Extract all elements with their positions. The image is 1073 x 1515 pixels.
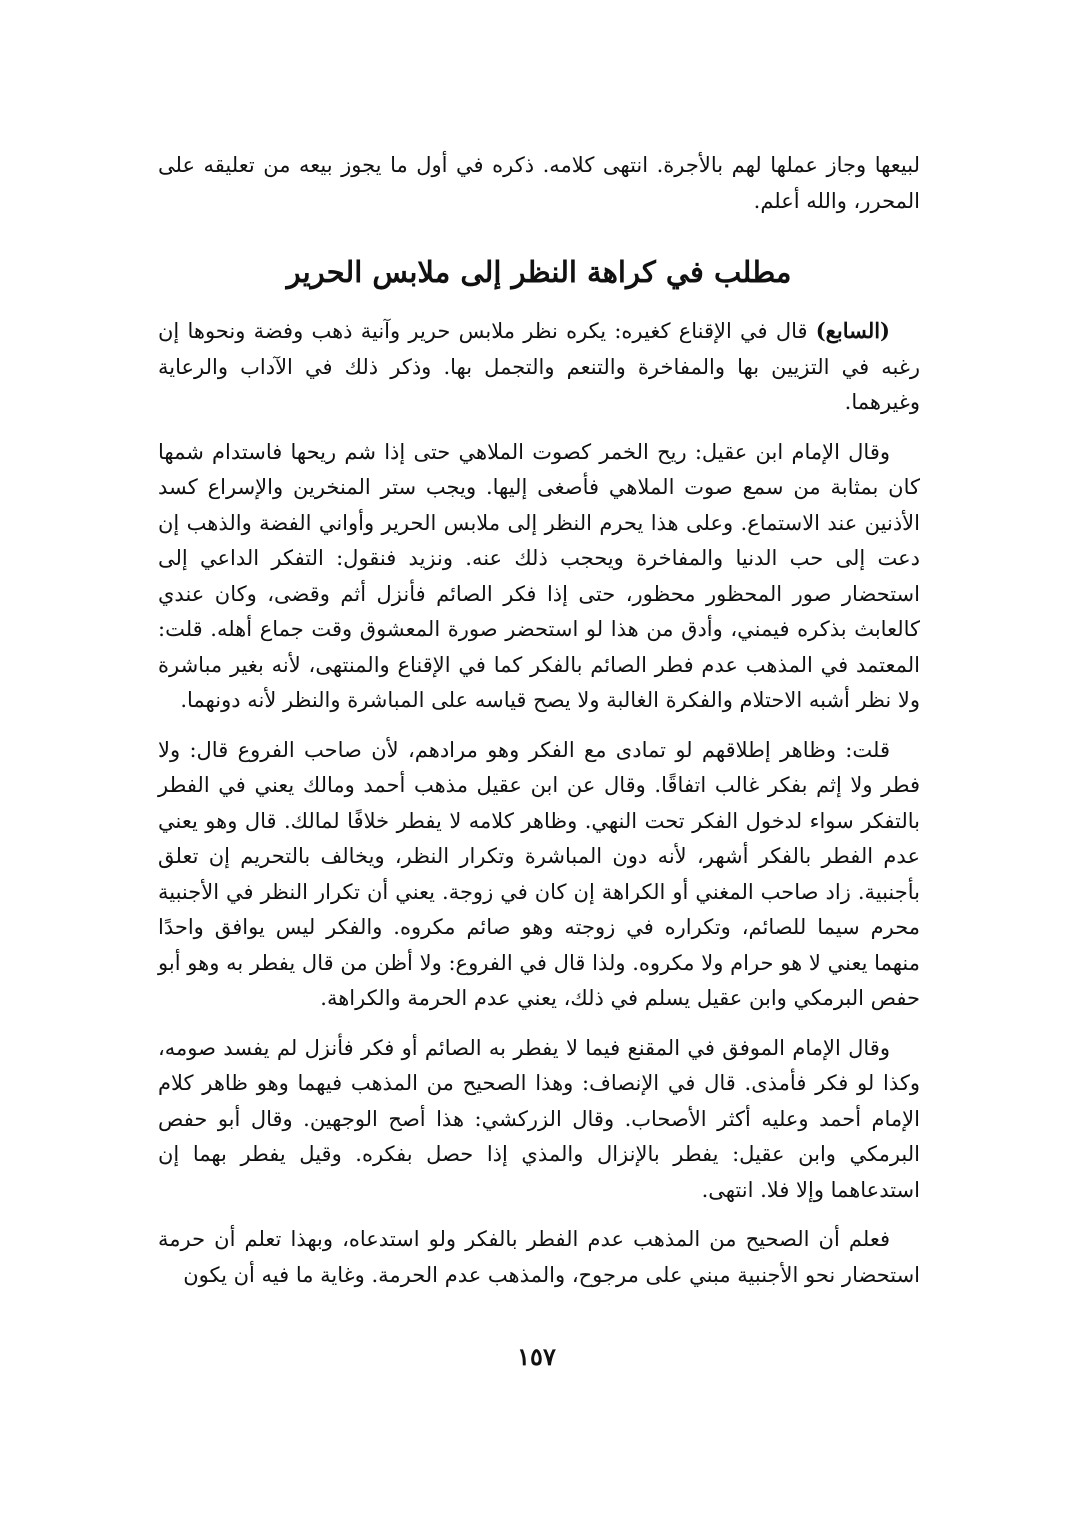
intro-block	[158, 148, 920, 233]
intro-paragraph: لبيعها وجاز عملها لهم بالأجرة. انتهى كلامه. ذكره في أول ما يجوز بيعه من تعليقه على المحرر، والله أعلم.	[158, 153, 920, 213]
section-body	[158, 313, 920, 1307]
paragraph-2: وقال الإمام ابن عقيل: ريح الخمر كصوت الملاهي حتى إذا شم ريحها فاستدام شمها كان بمثابة من سمع صوت الملاهي فأصغى إليها. ويجب ستر المنخرين والإسراع كسد الأذنين عند الاستماع. وعلى هذا يحرم النظر إلى ملابس الحرير وأواني الفضة والذهب إن دعت إلى حب الدنيا والمفاخرة ويحجب ذلك عنه. ونزيد فنقول: التفكر الداعي إلى استحضار صور المحظور محظور، حتى إذا فكر الصائم فأنزل أثم وقضى، وكان عندي كالعابث بذكره فيمني، وأدق من هذا لو استحضر صورة المعشوق وقت جماع أهله. قلت: المعتمد في المذهب عدم فطر الصائم بالفكر كما في الإقناع والمنتهى، لأنه بغير مباشرة ولا نظر أشبه الاحتلام والفكرة الغالبة ولا يصح قياسه على المباشرة والنظر لأنه دونهما.	[158, 439, 920, 712]
paragraph-1	[158, 313, 920, 421]
paragraph-5: فعلم أن الصحيح من المذهب عدم الفطر بالفكر ولو استدعاه، وبهذا تعلم أن حرمة استحضار نحو الأجنبية مبني على مرجوح، والمذهب عدم الحرمة. وغاية ما فيه أن يكون	[158, 1227, 920, 1287]
paragraph-text: قال في الإقناع كغيره: يكره نظر ملابس حرير وآنية ذهب وفضة ونحوها إن رغبه في التزيين بها والمفاخرة والتنعم والتجمل بها. وذكر ذلك في الآداب والرعاية وغيرهما.	[158, 319, 920, 414]
section-heading: مطلب في كراهة النظر إلى ملابس الحرير	[286, 255, 792, 289]
page-number: ١٥٧	[517, 1342, 556, 1371]
paragraph-4: وقال الإمام الموفق في المقنع فيما لا يفطر به الصائم أو فكر فأنزل لم يفسد صومه، وكذا لو فكر فأمذى. قال في الإنصاف: وهذا الصحيح من المذهب فيهما وهو ظاهر كلام الإمام أحمد وعليه أكثر الأصحاب. وقال الزركشي: هذا أصح الوجهين. وقال أبو حفص البرمكي وابن عقيل: يفطر بالإنزال والمذي إذا حصل بفكره. وقيل يفطر بهما إن استدعاهما وإلا فلا. انتهى.	[158, 1035, 920, 1202]
paragraph-3: قلت: وظاهر إطلاقهم لو تمادى مع الفكر وهو مرادهم، لأن صاحب الفروع قال: ولا فطر ولا إثم بفكر غالب اتفاقًا. وقال عن ابن عقيل مذهب أحمد ومالك يعني في الفطر بالتفكر سواء لدخول الفكر تحت النهي. وظاهر كلامه لا يفطر خلافًا لمالك. قال وهو يعني عدم الفطر بالفكر أشهر، لأنه دون المباشرة وتكرار النظر، ويخالف بالتحريم إن تعلق بأجنبية. زاد صاحب المغني أو الكراهة إن كان في زوجة. يعني أن تكرار النظر في الأجنبية محرم سيما للصائم، وتكراره في زوجته وهو صائم مكروه. والفكر ليس يوافق واحدًا منهما يعني لا هو حرام ولا مكروه. ولذا قال في الفروع: ولا أظن من قال يفطر به وهو أبو حفص البرمكي وابن عقيل يسلم في ذلك، يعني عدم الحرمة والكراهة.	[158, 737, 920, 1010]
paragraph-lead: (السابع)	[815, 318, 890, 343]
